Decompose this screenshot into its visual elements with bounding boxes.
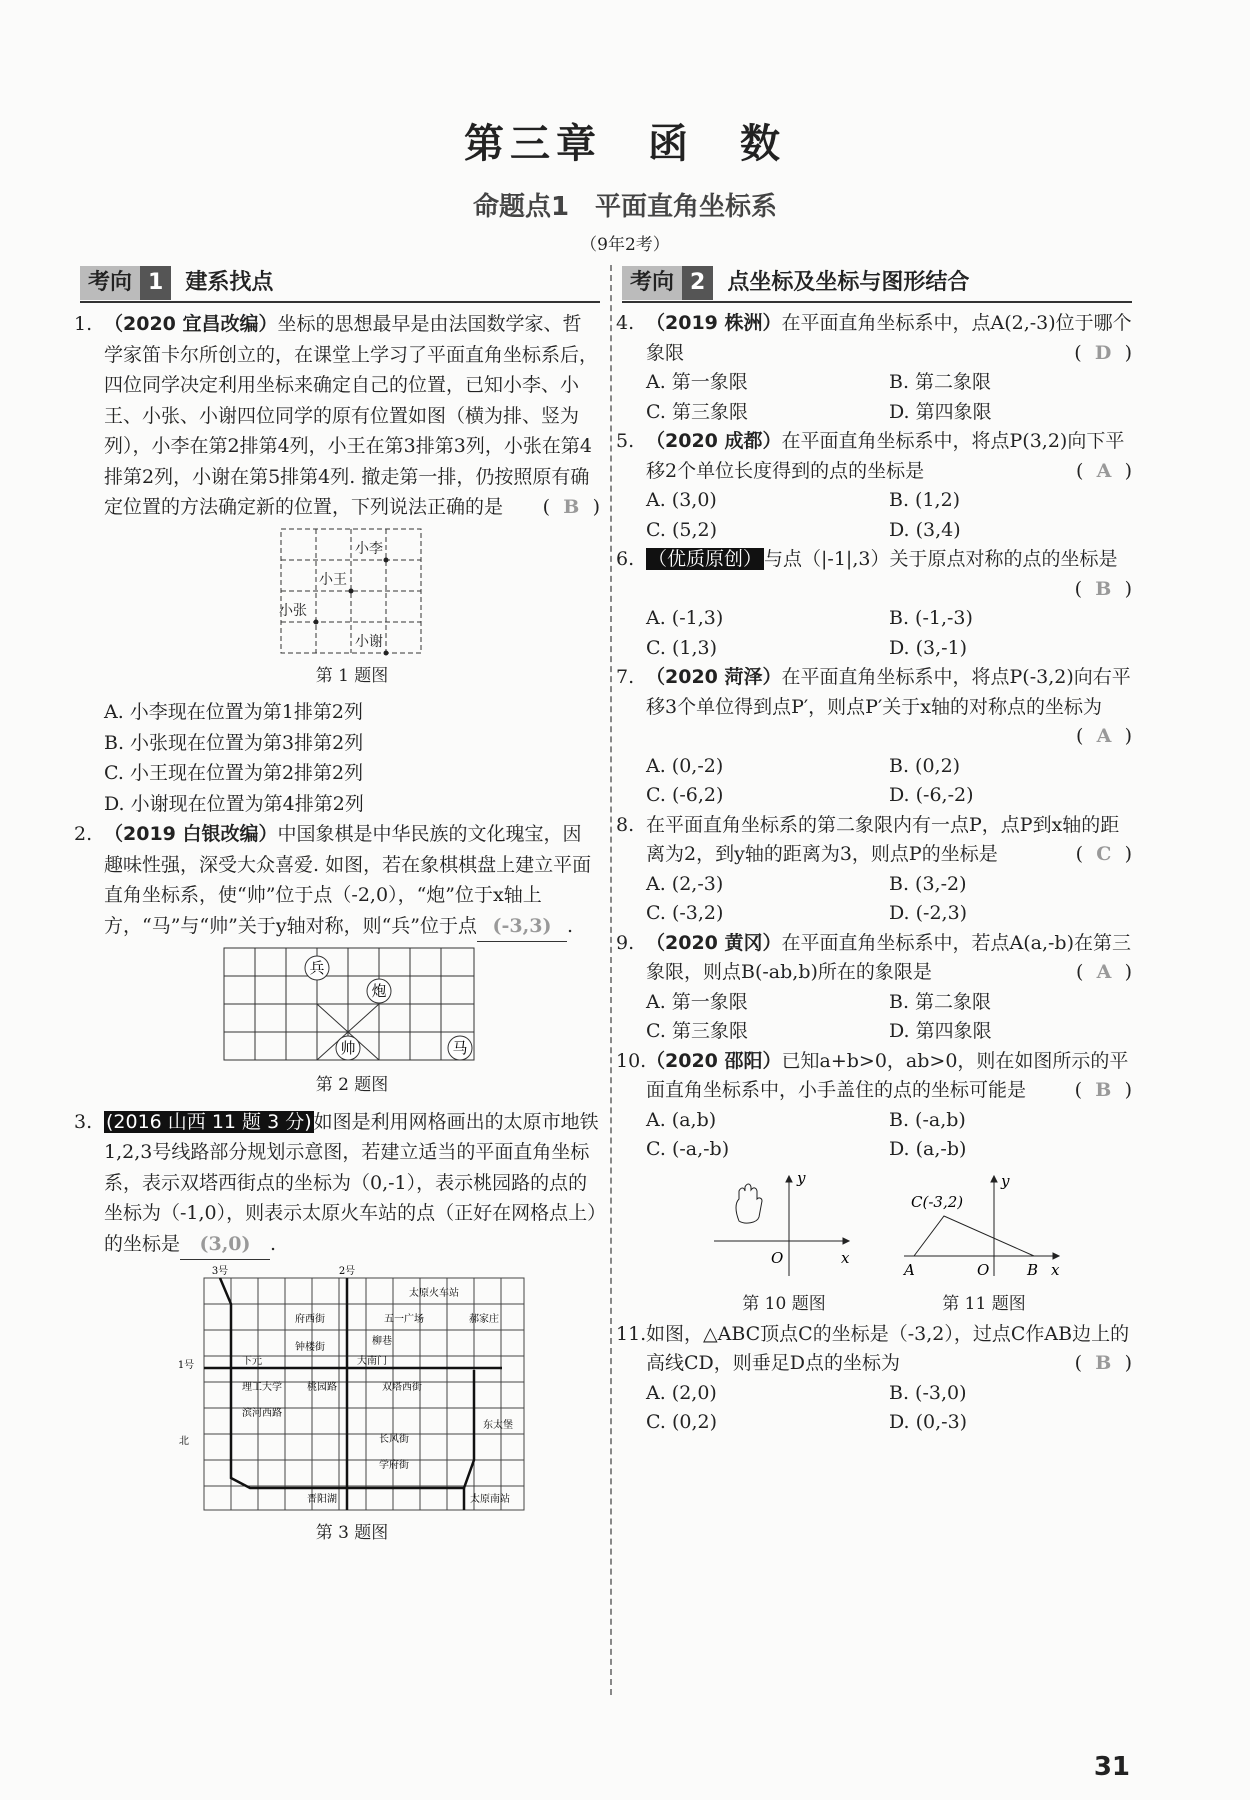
answer: ( C ) bbox=[1075, 843, 1132, 865]
question-text: 在平面直角坐标系中，点A(2,-3)位于哪个象限 bbox=[646, 312, 1132, 364]
point-label: B bbox=[1027, 1260, 1039, 1279]
option-d: D. (0,-3) bbox=[889, 1411, 968, 1433]
chess-piece-label: 帅 bbox=[340, 1039, 356, 1057]
question-9 bbox=[616, 929, 1132, 1047]
figure-label: 小张 bbox=[279, 602, 307, 619]
map-label: 钟楼街 bbox=[295, 1342, 325, 1353]
right-column bbox=[616, 265, 1132, 1438]
map-label: 太原火车站 bbox=[409, 1288, 459, 1299]
map-label: 1号 bbox=[177, 1360, 195, 1371]
option-c: C. (0,2) bbox=[646, 1411, 717, 1433]
map-label: 理工大学 bbox=[242, 1382, 282, 1393]
option-d: D. 小谢现在位置为第4排第2列 bbox=[104, 792, 364, 815]
answer-blank: (-3,3) bbox=[477, 911, 567, 943]
option-a: A. (a,b) bbox=[646, 1108, 717, 1131]
origin-label: O bbox=[771, 1248, 784, 1267]
answer: ( B ) bbox=[542, 496, 600, 518]
question-number: 9. bbox=[616, 931, 635, 954]
map-label: 东太堡 bbox=[483, 1420, 513, 1431]
seating-grid-figure bbox=[277, 527, 427, 657]
question-number: 7. bbox=[616, 666, 635, 688]
map-label: 府西街 bbox=[295, 1314, 325, 1325]
question-source: （2020 邵阳） bbox=[646, 1049, 782, 1072]
option-b: B. (1,2) bbox=[889, 489, 961, 511]
section-number: 2 bbox=[682, 266, 713, 300]
left-column bbox=[74, 265, 600, 1549]
map-label: 大南门 bbox=[357, 1356, 387, 1367]
column-divider bbox=[610, 265, 612, 1695]
question-5 bbox=[616, 427, 1132, 545]
question-10 bbox=[616, 1047, 1132, 1320]
axis-label: x bbox=[841, 1248, 850, 1267]
chess-piece-label: 炮 bbox=[371, 982, 387, 1000]
figure-caption: 第 11 题图 bbox=[942, 1294, 1026, 1314]
figure-label: 小王 bbox=[319, 571, 347, 588]
question-7 bbox=[616, 663, 1132, 811]
map-label: 北 bbox=[179, 1436, 189, 1447]
figure-label: 小谢 bbox=[355, 633, 383, 650]
answer: ( D ) bbox=[1074, 341, 1132, 364]
question-number: 11. bbox=[616, 1322, 647, 1345]
option-a: A. 小李现在位置为第1排第2列 bbox=[104, 701, 363, 723]
chapter-title: 第三章 函 数 bbox=[464, 121, 786, 167]
figure-caption: 第 2 题图 bbox=[315, 1075, 389, 1095]
question-text: 坐标的思想最早是由法国数学家、哲学家笛卡尔所创立的，在课堂上学习了平面直角坐标系后，四位同学决定利用坐标来确定自己的位置，已知小李、小王、小张、小谢四位同学的原有位置如图（横为排、竖为列），小李在第2排第4列，小王在第3排第3列，小张在第4排第2列，小谢在第5排第4列. 撤走第一排，仍按照原有确定位置的方法确定新的位置，下列说法正确的是 bbox=[104, 313, 599, 518]
section-tag: 考向 bbox=[622, 266, 682, 300]
option-d: D. 第四象限 bbox=[889, 1020, 992, 1042]
figure-caption: 第 3 题图 bbox=[315, 1523, 389, 1543]
section-number: 1 bbox=[140, 266, 171, 300]
question-source: （2020 成都） bbox=[646, 430, 782, 452]
question-source: (2016 山西 11 题 3 分) bbox=[106, 1110, 312, 1133]
option-d: D. (3,-1) bbox=[889, 636, 968, 659]
figure-caption: 第 1 题图 bbox=[315, 665, 389, 686]
question-text: 在平面直角坐标系中，若点A(a,-b)在第三象限，则点B(-ab,b)所在的象限是 bbox=[646, 931, 1131, 983]
option-c: C. 小王现在位置为第2排第2列 bbox=[104, 762, 364, 784]
question-text: 已知a+b>0，ab>0，则在如图所示的平面直角坐标系中，小手盖住的点的坐标可能是 bbox=[646, 1049, 1129, 1101]
question-11 bbox=[616, 1320, 1132, 1438]
answer: ( B ) bbox=[1074, 577, 1132, 600]
metro-map-figure bbox=[172, 1264, 532, 1514]
question-2: 2. （2019 白银改编）中国象棋是中华民族的文化瑰宝，因趣味性强，深受大众喜爱. 如图，若在象棋棋盘上建立平面直角坐标系，使“帅”位于点（-2,0），“炮”位于x轴上方，“马”与“帅”关于y轴对称，则“兵”位于点 (-3,3) . 兵 炮 帅 马 第 2 题图 bbox=[80, 819, 600, 1101]
map-label: 郝家庄 bbox=[469, 1314, 499, 1325]
option-b: B. 第二象限 bbox=[889, 371, 992, 393]
option-d: D. (-2,3) bbox=[889, 902, 968, 924]
chess-piece-label: 兵 bbox=[309, 959, 325, 977]
figure-caption: 第 10 题图 bbox=[742, 1294, 826, 1314]
option-c: C. (5,2) bbox=[646, 518, 717, 541]
option-b: B. (3,-2) bbox=[889, 872, 967, 895]
hand-axis-figure bbox=[709, 1171, 859, 1281]
origin-label: O bbox=[977, 1260, 990, 1279]
hand-icon bbox=[736, 1184, 762, 1223]
answer: ( A ) bbox=[1075, 725, 1132, 747]
question-3: 3. (2016 山西 11 题 3 分) 如图是利用网格画出的太原市地铁1,2,3号线路部分规划示意图，若建立适当的平面直角坐标系，表示双塔西街点的坐标为（0,-1），表示桃园路的点的坐标为（-1,0），则表示太原火车站的点（正好在网格点上）的坐标是 (3,0) . 3号 2号 1号 北 府西街 钟楼街 下元 大南门 双塔西街 理工大学 滨河西路 桃园路 长风街 学府街 晋阳湖 太原南站 东太堡 五一广场 太原火车站 郝家庄 柳巷 第 3 题图 bbox=[80, 1107, 600, 1549]
map-label: 桃园路 bbox=[307, 1382, 337, 1393]
option-a: A. 第一象限 bbox=[646, 990, 748, 1013]
answer: ( B ) bbox=[1074, 1352, 1132, 1374]
question-1 bbox=[74, 309, 600, 819]
option-a: A. (2,0) bbox=[646, 1381, 717, 1404]
option-a: A. (0,-2) bbox=[646, 754, 724, 777]
question-4 bbox=[616, 309, 1132, 427]
question-source: （2020 黄冈） bbox=[646, 931, 782, 954]
page-number: 31 bbox=[1093, 1752, 1130, 1782]
option-a: A. (3,0) bbox=[646, 489, 717, 511]
question-number: 2. bbox=[74, 823, 93, 845]
option-b: B. (-a,b) bbox=[889, 1108, 966, 1131]
option-c: C. (-6,2) bbox=[646, 784, 724, 806]
option-d: D. (-6,-2) bbox=[889, 784, 974, 806]
option-d: D. (3,4) bbox=[889, 518, 961, 541]
axis-label: x bbox=[1051, 1260, 1060, 1279]
option-b: B. 第二象限 bbox=[889, 990, 992, 1013]
axis-label: y bbox=[1001, 1171, 1010, 1190]
answer: ( A ) bbox=[1075, 459, 1132, 482]
question-text: 中国象棋是中华民族的文化瑰宝，因趣味性强，深受大众喜爱. 如图，若在象棋棋盘上建立平面直角坐标系，使“帅”位于点（-2,0），“炮”位于x轴上方，“马”与“帅”关于y轴对称，则“兵”位于点 bbox=[104, 823, 592, 937]
question-source: （2019 白银改编） bbox=[104, 823, 278, 845]
question-number: 6. bbox=[616, 548, 635, 570]
map-label: 2号 bbox=[338, 1266, 356, 1277]
question-number: 8. bbox=[616, 813, 635, 836]
option-d: D. (a,-b) bbox=[889, 1138, 967, 1160]
map-label: 3号 bbox=[211, 1266, 229, 1277]
option-c: C. 第三象限 bbox=[646, 1020, 748, 1042]
answer: ( B ) bbox=[1074, 1079, 1132, 1101]
question-source: （2020 菏泽） bbox=[646, 666, 782, 688]
question-source: （2020 宜昌改编） bbox=[104, 313, 278, 335]
question-number: 5. bbox=[616, 430, 635, 452]
question-8 bbox=[616, 811, 1132, 929]
question-number: 1. bbox=[74, 313, 93, 335]
point-label: A bbox=[904, 1260, 915, 1279]
question-text: 在平面直角坐标系中，将点P(3,2)向下平移2个单位长度得到的点的坐标是 bbox=[646, 430, 1125, 482]
section-tag: 考向 bbox=[80, 266, 140, 300]
map-label: 五一广场 bbox=[384, 1314, 424, 1325]
answer-blank: (3,0) bbox=[180, 1229, 270, 1261]
option-c: C. (1,3) bbox=[646, 636, 717, 659]
map-label: 双塔西街 bbox=[382, 1382, 422, 1393]
triangle-axis-figure bbox=[899, 1171, 1069, 1281]
section-header-1 bbox=[80, 265, 600, 303]
map-label: 晋阳湖 bbox=[307, 1494, 337, 1505]
option-b: B. 小张现在位置为第3排第2列 bbox=[104, 731, 364, 754]
question-text: 如图，△ABC顶点C的坐标是（-3,2），过点C作AB边上的高线CD，则垂足D点的坐标为 bbox=[646, 1322, 1130, 1374]
exam-frequency-note: （9年2考） bbox=[580, 235, 670, 255]
option-b: B. (-3,0) bbox=[889, 1381, 967, 1404]
map-label: 柳巷 bbox=[372, 1336, 392, 1347]
chess-board-figure bbox=[222, 946, 482, 1066]
section-title: 建系找点 bbox=[185, 269, 274, 295]
section-header-2 bbox=[622, 265, 1132, 303]
map-label: 滨河西路 bbox=[242, 1408, 282, 1419]
point-label: C(-3,2) bbox=[911, 1192, 964, 1211]
question-text: 在平面直角坐标系的第二象限内有一点P，点P到x轴的距离为2，到y轴的距离为3，则点P的坐标是 bbox=[646, 813, 1120, 865]
question-number: 10. bbox=[616, 1049, 647, 1072]
question-source: （2019 株洲） bbox=[646, 312, 782, 334]
question-source: （优质原创） bbox=[648, 548, 763, 570]
option-b: B. (0,2) bbox=[889, 754, 961, 777]
question-number: 4. bbox=[616, 312, 635, 334]
map-label: 学府街 bbox=[379, 1460, 409, 1471]
option-c: C. (-a,-b) bbox=[646, 1138, 730, 1160]
question-6 bbox=[616, 545, 1132, 663]
question-text: 在平面直角坐标系中，将点P(-3,2)向右平移3个单位得到点P′，则点P′关于x轴的对称点的坐标为 bbox=[646, 666, 1131, 718]
option-a: A. (-1,3) bbox=[646, 607, 724, 629]
option-a: A. (2,-3) bbox=[646, 872, 724, 895]
option-c: C. 第三象限 bbox=[646, 400, 748, 423]
option-a: A. 第一象限 bbox=[646, 371, 748, 393]
map-label: 太原南站 bbox=[470, 1494, 510, 1505]
section-title: 点坐标及坐标与图形结合 bbox=[727, 270, 970, 296]
question-text: 如图是利用网格画出的太原市地铁1,2,3号线路部分规划示意图，若建立适当的平面直角坐标系，表示双塔西街点的坐标为（0,-1），表示桃园路的点的坐标为（-1,0），则表示太原火车站的点（正好在网格点上）的坐标是 bbox=[104, 1110, 599, 1255]
axis-label: y bbox=[797, 1170, 806, 1187]
option-d: D. 第四象限 bbox=[889, 400, 992, 423]
option-c: C. (-3,2) bbox=[646, 902, 724, 924]
option-b: B. (-1,-3) bbox=[889, 607, 973, 629]
chess-piece-label: 马 bbox=[452, 1039, 468, 1057]
figure-label: 小李 bbox=[355, 540, 383, 557]
question-number: 3. bbox=[74, 1110, 93, 1133]
answer: ( A ) bbox=[1075, 961, 1132, 983]
question-text: 与点（|-1|,3）关于原点对称的点的坐标是 bbox=[764, 548, 1118, 570]
map-label: 下元 bbox=[242, 1356, 262, 1367]
map-label: 长风街 bbox=[379, 1434, 409, 1445]
topic-title: 命题点1 平面直角坐标系 bbox=[472, 192, 778, 222]
